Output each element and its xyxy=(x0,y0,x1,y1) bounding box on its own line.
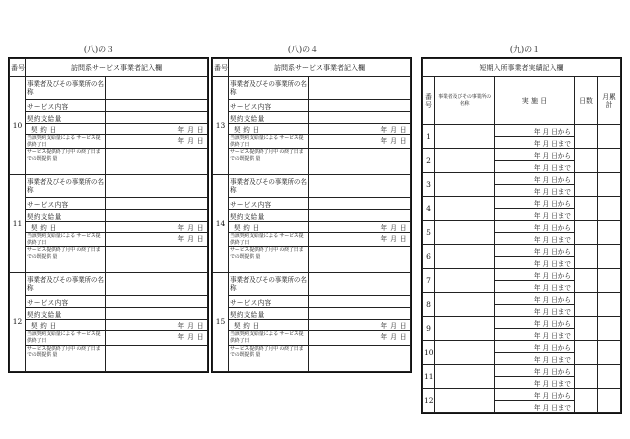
row-number: 3 xyxy=(423,173,435,197)
provided-amount-field[interactable] xyxy=(309,149,411,175)
service-end-label: 当該契約支給量による サービス提供終了日 xyxy=(229,135,309,149)
table-row xyxy=(423,125,621,137)
cumulative-field[interactable] xyxy=(598,317,621,341)
service-end-label: 当該契約支給量による サービス提供終了日 xyxy=(229,331,309,345)
contract-date-label: 契 約 日 xyxy=(26,124,106,135)
entry-row xyxy=(10,273,208,296)
start-date-field[interactable]: 年 月 日から xyxy=(495,125,575,137)
contract-date-field[interactable]: 年 月 日 xyxy=(106,222,208,233)
entry-row xyxy=(213,210,411,222)
caption-8-3: (八)の３ xyxy=(83,45,115,54)
col-header-no: 番号 xyxy=(423,77,435,125)
table-row xyxy=(423,221,621,233)
start-date-field[interactable]: 年 月 日から xyxy=(495,365,575,377)
provider-name-field[interactable] xyxy=(435,365,495,389)
table-row xyxy=(423,365,621,377)
caption-8-4: (八)の４ xyxy=(287,45,319,54)
end-date-field[interactable]: 年 月 日まで xyxy=(495,281,575,293)
service-end-field[interactable]: 年 月 日 xyxy=(309,135,411,149)
end-date-field[interactable]: 年 月 日まで xyxy=(495,233,575,245)
entry-row xyxy=(213,198,411,210)
contract-date-field[interactable]: 年 月 日 xyxy=(106,124,208,135)
provider-name-field[interactable] xyxy=(435,245,495,269)
provided-amount-label: サービス提供終了月中 の終了日までの既提供 量 xyxy=(26,149,106,175)
provider-name-label: 事業者及びその事業所の名称 xyxy=(26,273,106,296)
service-content-label: サービス内容 xyxy=(229,198,309,210)
days-field[interactable] xyxy=(575,197,598,221)
entry-row xyxy=(10,135,208,149)
cumulative-field[interactable] xyxy=(598,389,621,413)
cumulative-field[interactable] xyxy=(598,245,621,269)
provider-name-field[interactable] xyxy=(435,149,495,173)
entry-row xyxy=(213,308,411,320)
start-date-field[interactable]: 年 月 日から xyxy=(495,197,575,209)
provided-amount-field[interactable] xyxy=(106,149,208,175)
entry-number: 10 xyxy=(10,77,26,175)
provider-name-label: 事業者及びその事業所の名称 xyxy=(26,77,106,100)
days-field[interactable] xyxy=(575,293,598,317)
entry-row xyxy=(213,247,411,273)
table-row xyxy=(423,173,621,185)
contract-date-field[interactable]: 年 月 日 xyxy=(309,320,411,331)
start-date-field[interactable]: 年 月 日から xyxy=(495,149,575,161)
service-end-field[interactable]: 年 月 日 xyxy=(309,233,411,247)
service-content-field[interactable] xyxy=(309,296,411,308)
start-date-field[interactable]: 年 月 日から xyxy=(495,341,575,353)
provider-name-field[interactable] xyxy=(106,175,208,198)
end-date-field[interactable]: 年 月 日まで xyxy=(495,185,575,197)
row-number: 1 xyxy=(423,125,435,149)
table-row xyxy=(423,389,621,401)
end-date-field[interactable]: 年 月 日まで xyxy=(495,161,575,173)
col-header-cumulative: 月累計 xyxy=(598,77,621,125)
days-field[interactable] xyxy=(575,341,598,365)
contract-amount-field[interactable] xyxy=(106,112,208,124)
cumulative-field[interactable] xyxy=(598,293,621,317)
entry-row xyxy=(10,247,208,273)
service-content-label: サービス内容 xyxy=(229,100,309,112)
col-header-no: 番号 xyxy=(213,59,229,77)
caption-9-1: (九)の１ xyxy=(509,45,541,54)
entry-row xyxy=(213,273,411,296)
col-header-provider: 事業者及びその事業所の名称 xyxy=(435,77,495,125)
provider-name-field[interactable] xyxy=(435,293,495,317)
row-number: 6 xyxy=(423,245,435,269)
provider-name-field[interactable] xyxy=(435,221,495,245)
entry-row xyxy=(10,100,208,112)
entry-row xyxy=(213,100,411,112)
table-row xyxy=(423,269,621,281)
contract-amount-field[interactable] xyxy=(106,308,208,320)
service-content-field[interactable] xyxy=(309,100,411,112)
table-title: 短期入所事業者実績記入欄 xyxy=(423,59,621,77)
row-number: 4 xyxy=(423,197,435,221)
start-date-field[interactable]: 年 月 日から xyxy=(495,173,575,185)
start-date-field[interactable]: 年 月 日から xyxy=(495,245,575,257)
end-date-field[interactable]: 年 月 日まで xyxy=(495,329,575,341)
entry-row xyxy=(213,124,411,135)
contract-date-field[interactable]: 年 月 日 xyxy=(106,320,208,331)
days-field[interactable] xyxy=(575,149,598,173)
entry-row xyxy=(10,331,208,345)
entry-number: 12 xyxy=(10,273,26,371)
contract-date-label: 契 約 日 xyxy=(229,124,309,135)
contract-amount-label: 契約支給量 xyxy=(26,210,106,222)
visit-service-table-a xyxy=(9,58,208,372)
entry-row xyxy=(10,210,208,222)
contract-date-field[interactable]: 年 月 日 xyxy=(309,124,411,135)
provider-name-field[interactable] xyxy=(435,317,495,341)
service-end-label: 当該契約支給量による サービス提供終了日 xyxy=(26,331,106,345)
entry-row xyxy=(10,320,208,331)
provider-name-field[interactable] xyxy=(106,77,208,100)
days-field[interactable] xyxy=(575,221,598,245)
entry-row xyxy=(213,331,411,345)
start-date-field[interactable]: 年 月 日から xyxy=(495,293,575,305)
contract-date-label: 契 約 日 xyxy=(26,222,106,233)
col-header-period: 実 施 日 xyxy=(495,77,575,125)
days-field[interactable] xyxy=(575,389,598,413)
service-content-label: サービス内容 xyxy=(229,296,309,308)
start-date-field[interactable]: 年 月 日から xyxy=(495,317,575,329)
cumulative-field[interactable] xyxy=(598,197,621,221)
entry-number: 11 xyxy=(10,175,26,273)
short-stay-table xyxy=(422,58,621,413)
entry-row xyxy=(10,112,208,124)
provider-name-label: 事業者及びその事業所の名称 xyxy=(26,175,106,198)
entry-row xyxy=(213,149,411,175)
entry-row xyxy=(10,124,208,135)
table-row xyxy=(423,317,621,329)
row-number: 9 xyxy=(423,317,435,341)
entry-row xyxy=(10,222,208,233)
contract-amount-label: 契約支給量 xyxy=(229,210,309,222)
entry-row xyxy=(213,233,411,247)
table-title: 訪問系サービス事業者記入欄 xyxy=(229,59,411,77)
entry-row xyxy=(213,345,411,371)
entry-row xyxy=(213,175,411,198)
entry-row xyxy=(10,233,208,247)
entry-row xyxy=(213,296,411,308)
service-end-field[interactable]: 年 月 日 xyxy=(106,233,208,247)
entry-row xyxy=(10,77,208,100)
entry-row xyxy=(10,345,208,371)
entry-row xyxy=(213,135,411,149)
service-content-field[interactable] xyxy=(106,198,208,210)
entry-row xyxy=(10,308,208,320)
provided-amount-field[interactable] xyxy=(309,247,411,273)
entry-row xyxy=(213,222,411,233)
table-row xyxy=(423,293,621,305)
contract-amount-field[interactable] xyxy=(309,112,411,124)
entry-row xyxy=(10,175,208,198)
cumulative-field[interactable] xyxy=(598,173,621,197)
provided-amount-label: サービス提供終了月中 の終了日までの既提供 量 xyxy=(26,345,106,371)
table-row xyxy=(423,197,621,209)
row-number: 2 xyxy=(423,149,435,173)
end-date-field[interactable]: 年 月 日まで xyxy=(495,401,575,413)
start-date-field[interactable]: 年 月 日から xyxy=(495,389,575,401)
service-content-field[interactable] xyxy=(106,100,208,112)
days-field[interactable] xyxy=(575,365,598,389)
service-content-label: サービス内容 xyxy=(26,296,106,308)
table-row xyxy=(423,341,621,353)
contract-amount-field[interactable] xyxy=(106,210,208,222)
start-date-field[interactable]: 年 月 日から xyxy=(495,269,575,281)
service-content-label: サービス内容 xyxy=(26,100,106,112)
provided-amount-label: サービス提供終了月中 の終了日までの既提供 量 xyxy=(229,345,309,371)
service-end-label: 当該契約支給量による サービス提供終了日 xyxy=(26,135,106,149)
provided-amount-label: サービス提供終了月中 の終了日までの既提供 量 xyxy=(26,247,106,273)
provider-name-label: 事業者及びその事業所の名称 xyxy=(229,273,309,296)
provider-name-label: 事業者及びその事業所の名称 xyxy=(229,175,309,198)
provider-name-field[interactable] xyxy=(309,77,411,100)
end-date-field[interactable]: 年 月 日まで xyxy=(495,353,575,365)
days-field[interactable] xyxy=(575,269,598,293)
service-end-label: 当該契約支給量による サービス提供終了日 xyxy=(26,233,106,247)
row-number: 12 xyxy=(423,389,435,413)
service-end-field[interactable]: 年 月 日 xyxy=(309,331,411,345)
table-title: 訪問系サービス事業者記入欄 xyxy=(26,59,208,77)
provider-name-field[interactable] xyxy=(309,175,411,198)
contract-date-label: 契 約 日 xyxy=(26,320,106,331)
cumulative-field[interactable] xyxy=(598,221,621,245)
end-date-field[interactable]: 年 月 日まで xyxy=(495,209,575,221)
visit-service-table-b xyxy=(212,58,411,372)
provided-amount-label: サービス提供終了月中 の終了日までの既提供 量 xyxy=(229,149,309,175)
col-header-days: 日数 xyxy=(575,77,598,125)
entry-number: 14 xyxy=(213,175,229,273)
col-header-no: 番号 xyxy=(10,59,26,77)
service-content-field[interactable] xyxy=(309,198,411,210)
contract-date-label: 契 約 日 xyxy=(229,320,309,331)
table-row xyxy=(423,245,621,257)
start-date-field[interactable]: 年 月 日から xyxy=(495,221,575,233)
service-end-label: 当該契約支給量による サービス提供終了日 xyxy=(229,233,309,247)
contract-amount-label: 契約支給量 xyxy=(229,308,309,320)
contract-amount-field[interactable] xyxy=(309,308,411,320)
row-number: 7 xyxy=(423,269,435,293)
service-content-label: サービス内容 xyxy=(26,198,106,210)
contract-amount-label: 契約支給量 xyxy=(229,112,309,124)
end-date-field[interactable]: 年 月 日まで xyxy=(495,257,575,269)
days-field[interactable] xyxy=(575,125,598,149)
service-content-field[interactable] xyxy=(106,296,208,308)
cumulative-field[interactable] xyxy=(598,269,621,293)
contract-date-field[interactable]: 年 月 日 xyxy=(309,222,411,233)
entry-row xyxy=(213,320,411,331)
table-row xyxy=(423,149,621,161)
row-number: 10 xyxy=(423,341,435,365)
cumulative-field[interactable] xyxy=(598,365,621,389)
provided-amount-field[interactable] xyxy=(309,345,411,371)
provider-name-field[interactable] xyxy=(435,125,495,149)
provided-amount-label: サービス提供終了月中 の終了日までの既提供 量 xyxy=(229,247,309,273)
contract-amount-label: 契約支給量 xyxy=(26,308,106,320)
entry-number: 13 xyxy=(213,77,229,175)
row-number: 5 xyxy=(423,221,435,245)
provider-name-field[interactable] xyxy=(435,197,495,221)
end-date-field[interactable]: 年 月 日まで xyxy=(495,137,575,149)
cumulative-field[interactable] xyxy=(598,149,621,173)
entry-row xyxy=(213,77,411,100)
entry-row xyxy=(10,296,208,308)
provider-name-field[interactable] xyxy=(435,341,495,365)
service-end-field[interactable]: 年 月 日 xyxy=(106,135,208,149)
provider-name-label: 事業者及びその事業所の名称 xyxy=(229,77,309,100)
end-date-field[interactable]: 年 月 日まで xyxy=(495,377,575,389)
provider-name-field[interactable] xyxy=(106,273,208,296)
end-date-field[interactable]: 年 月 日まで xyxy=(495,305,575,317)
entry-row xyxy=(213,112,411,124)
entry-row xyxy=(10,149,208,175)
row-number: 8 xyxy=(423,293,435,317)
row-number: 11 xyxy=(423,365,435,389)
entry-row xyxy=(10,198,208,210)
provider-name-field[interactable] xyxy=(435,269,495,293)
days-field[interactable] xyxy=(575,317,598,341)
cumulative-field[interactable] xyxy=(598,125,621,149)
provider-name-field[interactable] xyxy=(435,173,495,197)
provider-name-field[interactable] xyxy=(435,389,495,413)
contract-date-label: 契 約 日 xyxy=(229,222,309,233)
days-field[interactable] xyxy=(575,173,598,197)
service-end-field[interactable]: 年 月 日 xyxy=(106,331,208,345)
entry-number: 15 xyxy=(213,273,229,371)
provider-name-field[interactable] xyxy=(309,273,411,296)
cumulative-field[interactable] xyxy=(598,341,621,365)
contract-amount-field[interactable] xyxy=(309,210,411,222)
days-field[interactable] xyxy=(575,245,598,269)
provided-amount-field[interactable] xyxy=(106,247,208,273)
contract-amount-label: 契約支給量 xyxy=(26,112,106,124)
provided-amount-field[interactable] xyxy=(106,345,208,371)
